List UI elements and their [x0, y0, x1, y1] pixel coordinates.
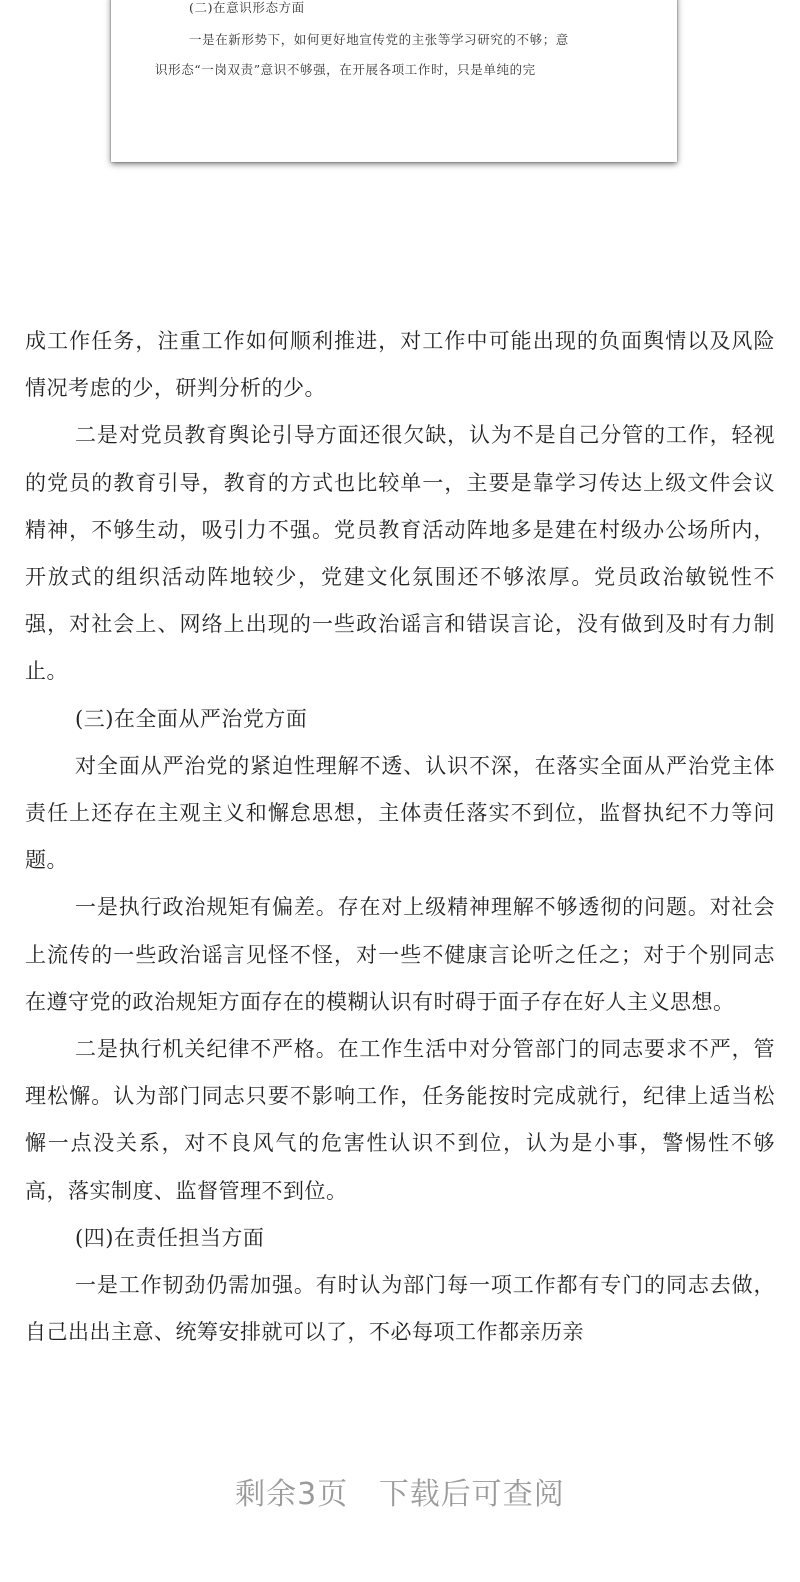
preview-heading: (二)在意识形态方面	[189, 0, 305, 15]
paragraph: 一是执行政治规矩有偏差。存在对上级精神理解不够透彻的问题。对社会上流传的一些政治谣言见怪不怪，对一些不健康言论听之任之；对于个别同志在遵守党的政治规矩方面存在的模糊认识有时碍于面子存在好人主义思想。	[25, 895, 775, 1014]
section-heading: (三)在全面从严治党方面	[75, 706, 308, 731]
page-preview-card	[111, 0, 677, 162]
download-notice[interactable]	[0, 1470, 800, 1520]
paragraph: 一是工作韧劲仍需加强。有时认为部门每一项工作都有专门的同志去做，自己出出主意、统筹安排就可以了，不必每项工作都亲历亲	[25, 1273, 775, 1345]
preview-line-2: 识形态“一岗双责”意识不够强，在开展各项工作时，只是单纯的完	[155, 62, 536, 77]
paragraph: 二是对党员教育舆论引导方面还很欠缺，认为不是自己分管的工作，轻视的党员的教育引导，教育的方式也比较单一，主要是靠学习传达上级文件会议精神，不够生动，吸引力不强。党员教育活动阵地多是建在村级办公场所内，开放式的组织活动阵地较少，党建文化氛围还不够浓厚。党员政治敏锐性不强，对社会上、网络上出现的一些政治谣言和错误言论，没有做到及时有力制止。	[25, 423, 775, 684]
section-heading: (四)在责任担当方面	[75, 1225, 265, 1250]
document-body	[25, 318, 775, 1356]
paragraph: 二是执行机关纪律不严格。在工作生活中对分管部门的同志要求不严，管理松懈。认为部门同志只要不影响工作，任务能按时完成就行，纪律上适当松懈一点没关系，对不良风气的危害性认识不到位，认为是小事，警惕性不够高，落实制度、监督管理不到位。	[25, 1037, 775, 1203]
paragraph: 对全面从严治党的紧迫性理解不透、认识不深，在落实全面从严治党主体责任上还存在主观主义和懈怠思想，主体责任落实不到位，监督执纪不力等问题。	[25, 753, 775, 873]
paragraph-continuation: 成工作任务，注重工作如何顺利推进，对工作中可能出现的负面舆情以及风险情况考虑的少，研判分析的少。	[25, 329, 775, 401]
download-hint-label: 下载后可查阅	[378, 1477, 565, 1512]
preview-line-1: 一是在新形势下，如何更好地宣传党的主张等学习研究的不够；意	[189, 32, 569, 47]
remaining-pages-label: 剩余3页	[235, 1477, 349, 1512]
